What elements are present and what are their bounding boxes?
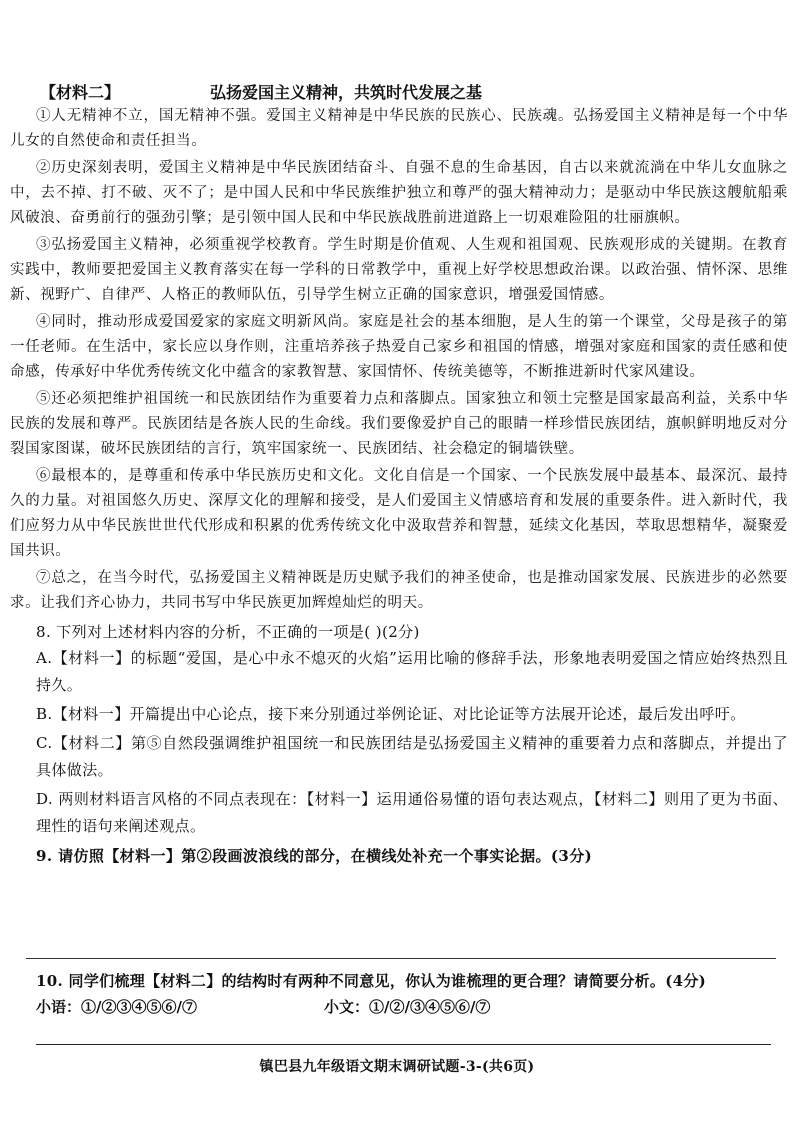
answer-area-divider: [26, 958, 776, 959]
question-9-stem: 9. 请仿照【材料一】第②段画波浪线的部分，在横线处补充一个事实论据。(3分): [36, 847, 593, 865]
question-8-option-d[interactable]: D. 两则材料语言风格的不同点表现在：【材料一】运用通俗易懂的语句表达观点，【材料二】则用了更为书面、理性的语句来阐述观点。: [36, 790, 788, 835]
question-8-option-c[interactable]: C.【材料二】第⑤自然段强调维护祖国统一和民族团结是弘扬爱国主义精神的重要着力点和落脚点，并提出了具体做法。: [36, 734, 788, 779]
question-10-option-xiaowen: 小文：①/②/③④⑤⑥/⑦: [324, 998, 491, 1016]
paragraph-3: ③弘扬爱国主义精神，必须重视学校教育。学生时期是价值观、人生观和祖国观、民族观形成的关键期。在教育实践中，教师要把爱国主义教育落实在每一学科的日常教学中，重视上好学校思想政治课。以政治强、情怀深、思维新、视野广、自律严、人格正的教师队伍，引导学生树立正确的国家意识，增强爱国情感。: [10, 237, 788, 303]
paragraph-2: ②历史深刻表明，爱国主义精神是中华民族团结奋斗、自强不息的生命基因，自古以来就流淌在中华儿女血脉之中，去不掉、打不破、灭不了；是中国人民和中华民族维护独立和尊严的强大精神动力；是驱动中华民族这艘航船乘风破浪、奋勇前行的强劲引擎；是引领中国人民和中华民族战胜前进道路上一切艰难险阻的壮丽旗帜。: [10, 160, 788, 226]
material-title: 弘扬爱国主义精神，共筑时代发展之基: [210, 83, 483, 102]
paragraph-6: ⑥最根本的，是尊重和传承中华民族历史和文化。文化自信是一个国家、一个民族发展中最基本、最深沉、最持久的力量。对祖国悠久历史、深厚文化的理解和接受，是人们爱国主义情感培育和发展的重要条件。进入新时代，我们应努力从中华民族世世代代形成和积累的优秀传统文化中汲取营养和智慧，延续文化基因，萃取思想精华，凝聚爱国共识。: [10, 468, 788, 559]
paragraph-4: ④同时，推动形成爱国爱家的家庭文明新风尚。家庭是社会的基本细胞，是人生的第一个课堂，父母是孩子的第一任老师。在生活中，家长应以身作则，注重培养孩子热爱自己家乡和祖国的情感，增强对家庭和国家的责任感和使命感，传承好中华优秀传统文化中蕴含的家教智慧、家国情怀、传统美德等，不断推进新时代家风建设。: [10, 314, 788, 380]
page-footer: 镇巴县九年级语文期末调研试题-3-(共6页): [259, 1059, 535, 1075]
material-body: [10, 104, 788, 869]
paragraph-5: ⑤还必须把维护祖国统一和民族团结作为重要着力点和落脚点。国家独立和领土完整是国家最高利益，关系中华民族的发展和尊严。民族团结是各族人民的生命线。我们要像爱护自己的眼睛一样珍惜民族团结，旗帜鲜明地反对分裂国家图谋，破坏民族团结的言行，筑牢国家统一、民族团结、社会稳定的铜墙铁壁。: [10, 391, 788, 457]
question-10-stem: 10. 同学们梳理【材料二】的结构时有两种不同意见，你认为谁梳理的更合理？请简要分析。(4分): [36, 972, 707, 990]
question-10: [36, 968, 776, 1022]
question-9: [10, 844, 788, 869]
question-10-options: [36, 996, 776, 1022]
question-8-option-b[interactable]: B.【材料一】开篇提出中心论点，接下来分别通过举例论证、对比论证等方法展开论述，最后发出呼吁。: [36, 705, 746, 723]
question-10-option-xiaoyu: 小语：①/②③④⑤⑥/⑦: [36, 998, 197, 1016]
paragraph-7: ⑦总之，在当今时代，弘扬爱国主义精神既是历史赋予我们的神圣使命，也是推动国家发展、民族进步的必然要求。让我们齐心协力，共同书写中华民族更加辉煌灿烂的明天。: [10, 570, 788, 611]
paragraph-1: ①人无精神不立，国无精神不强。爱国主义精神是中华民族的民族心、民族魂。弘扬爱国主义精神是每一个中华儿女的自然使命和责任担当。: [10, 108, 788, 149]
question-8: [10, 620, 788, 840]
material-label: 【材料二】: [40, 83, 121, 102]
question-8-option-a[interactable]: A.【材料一】的标题“爱国，是心中永不熄灭的火焰”运用比喻的修辞手法，形象地表明爱国之情应始终热烈且持久。: [36, 649, 788, 694]
footer-divider: [36, 1044, 771, 1045]
material-header: [40, 80, 760, 102]
question-8-stem: 8. 下列对上述材料内容的分析，不正确的一项是( )(2分): [36, 623, 420, 641]
